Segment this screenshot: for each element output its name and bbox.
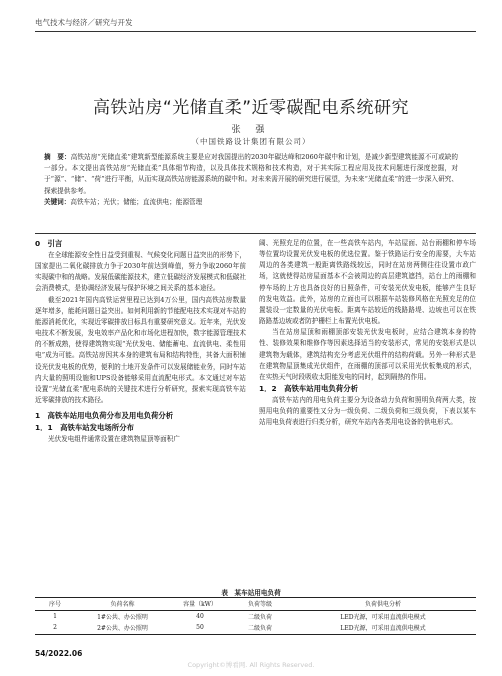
article-title: 高铁站房“光储直柔”近零碳配电系统研究 bbox=[92, 98, 410, 118]
header-rule bbox=[35, 31, 476, 32]
table-cell: 2#公共、办公照明 bbox=[97, 625, 148, 633]
keywords-label: 关键词： bbox=[44, 197, 71, 206]
affiliation: （中国铁路设计集团有限公司） bbox=[191, 137, 311, 146]
journal-header: 电气技术与经济／研究与开发 bbox=[35, 18, 133, 27]
table-cell: 二级负荷 bbox=[247, 625, 272, 633]
paragraph: 阔、光照充足的位置，在一些高铁车站内，车站屋面、站台雨棚和停车场等位置均设置光伏发电板的优选位置。鉴于铁路运行安全的需要，大车站周边的各类建筑一般距离铁路线较远，同时在站房两侧往往设置市政广场，这就使得站房屋面基本不会被周边的高层建筑遮挡，站台上的雨棚和停车场的上方也具备良好的日照条件，可安装光伏发电板，能够产生良好的发电效益。此外，站房的立面也可以根据车站装修风格在光照充足的位置装设一定数量的光伏电板。距离车站较近的线路路堤、边坡也可以在铁路路基边坡或者防护栅栏上布置光伏电板。 bbox=[259, 239, 476, 326]
table-caption: 表 某车站用电负荷 bbox=[221, 589, 281, 597]
paragraph: 当在站房屋顶和雨棚顶部安装光伏发电板时，应结合建筑本身的特性、装修效果和维修作等因素选择适当的安装形式，常见的安装形式是以建筑物为载体，建筑结构充分考虑光伏组件的结构荷载。另外一种形式是在建筑物屋顶集成光伏组件，在雨棚的顶部可以采用光伏板集成的形式，在实热天气时段吸收太阳能发电的同时，起到隔热的作用。 bbox=[259, 328, 476, 381]
table-cell: 1#公共、办公照明 bbox=[97, 613, 148, 621]
abstract bbox=[44, 152, 458, 208]
table-cell: 二级负荷 bbox=[247, 613, 272, 621]
abstract-text: 高铁站房“光储直柔”建筑新型能源系统主要是应对我国提出的2030年碳达峰和2060年碳中和计划，是减少新型建筑能源不可或缺的一部分。本文提出高铁站房“光储直柔”具体细节构造，以及具体技术规格和技术构造，对于其实际工程应用及技术问题进行深度挖掘，对于“源”、“储”、“荷”进行平衡，从而实现高铁站房能源系统的碳中和。对未来需开展的研究进行展望，为未来“光储直柔”的进一步深入研究、探索提供参考。 bbox=[44, 153, 458, 195]
abstract-label: 摘 要： bbox=[44, 153, 71, 161]
column-header: 序号 bbox=[48, 601, 61, 609]
paragraph: 光伏发电组件通常设置在建筑物屋顶等面积广 bbox=[48, 435, 180, 444]
table-row bbox=[35, 622, 476, 634]
right-column bbox=[259, 238, 476, 429]
author: 张 强 bbox=[231, 125, 271, 135]
table-cell: LED光源，可采用直流供电模式 bbox=[340, 625, 426, 633]
left-column bbox=[35, 238, 246, 445]
subsection-heading-1-2: 1．2 高铁车站用电负荷分析 bbox=[259, 384, 358, 394]
column-header: 负荷名称 bbox=[110, 601, 135, 609]
table-row bbox=[35, 610, 476, 622]
subsection-heading-1-1: 1．1 高铁车站发电场所分布 bbox=[35, 423, 134, 433]
table-cell: 1 bbox=[53, 612, 57, 620]
copyright-watermark: Copyright©博看网. All Rights Reserved. bbox=[187, 661, 315, 669]
column-header: 负荷供电分析 bbox=[364, 601, 401, 609]
keywords: 高铁车站；光伏；储能；直流供电；能源管理 bbox=[70, 197, 203, 206]
table-cell: 50 bbox=[196, 624, 204, 632]
paragraph: 在全球能源安全性日益受到重视、气候变化问题日益突出的形势下，国家提出二氧化碳排放力争于2030年前达到峰值，努力争取2060年前实现碳中和的战略。发展低碳能源技术，建立低碳经济发展模式和低碳社会消费模式，是协调经济发展与保护环境之间关系的基本途径。 bbox=[35, 251, 246, 293]
paragraph: 截至2021年国内高铁运营里程已达到4万公里，国内高铁站房数量逐年增多，能耗问题日益突出。如何利用新的节能配电技术实现对车站的能源消耗优化，实现近零碳排放目标具有重要研究意义。近年来，光伏发电技术不断发展，发电效率产品化和市场化进程加快，数字能源管理技术的不断成熟，使得建筑物实现“光伏发电、储能蓄电、直流供电、柔性用电”成为可能。高铁站房因其本身的建筑布局和结构特性，其备大面积铺设光伏发电板的优势，便利的土地开发条件可以发展储能业务，同时车站内大量的照明设施和UPS设备能够采用直流配电形式。本文通过对车站设置“光储直柔”配电系统的关键技术进行分析研究，探索实现高铁车站近零碳排放的技术路径。 bbox=[35, 295, 246, 405]
paragraph: 高铁车站内的用电负荷主要分为设备动力负荷和照明负荷两大类，按照用电负荷的重要性又分为一级负荷、二级负荷和三级负荷，下表以某车站用电负荷表进行归类分析，研究车站内各类用电设备的供电形式。 bbox=[259, 396, 476, 427]
table-cell: 40 bbox=[196, 612, 204, 620]
column-header: 容量（kW） bbox=[183, 601, 217, 609]
section-heading-1: 1 高铁车站用电负荷分布及用电负荷分析 bbox=[35, 411, 174, 421]
abstract-rule bbox=[35, 233, 476, 234]
table-cell: 2 bbox=[53, 624, 57, 632]
table-cell: LED光源，可采用直流供电模式 bbox=[340, 613, 426, 621]
load-table bbox=[35, 597, 476, 635]
table-header-row bbox=[35, 598, 476, 611]
page-number: 54/2022.06 bbox=[35, 649, 83, 658]
section-heading-intro: 0 引言 bbox=[35, 239, 63, 248]
column-header: 负荷等级 bbox=[247, 601, 272, 609]
